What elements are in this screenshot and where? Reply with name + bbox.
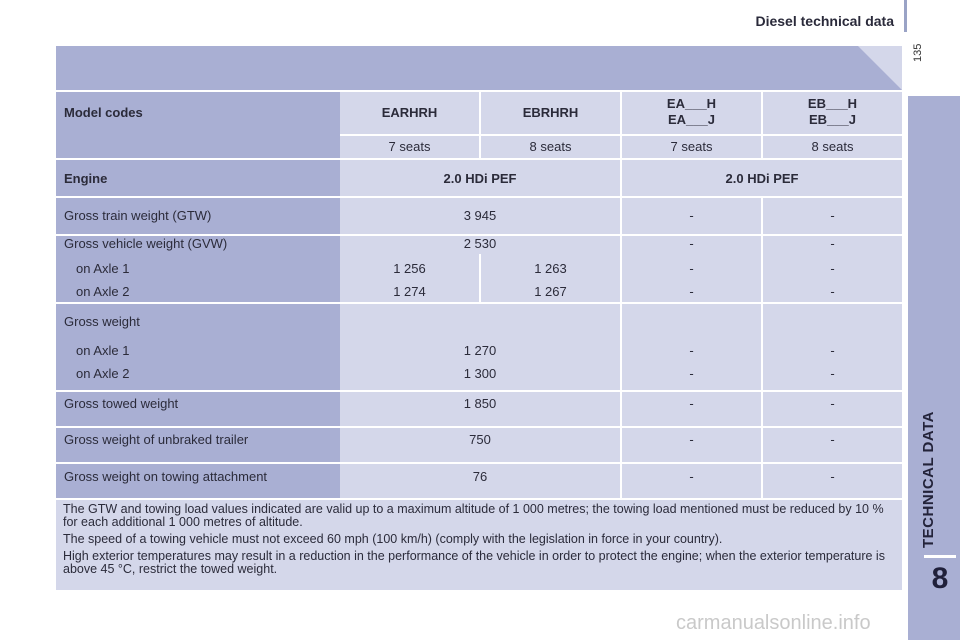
note-paragraph: The speed of a towing vehicle must not exceed 60 mph (100 km/h) (comply with the legislation in force in your country). xyxy=(63,532,723,546)
gtw-label: Gross train weight (GTW) xyxy=(64,208,212,223)
watermark: carmanualsonline.info xyxy=(676,612,871,634)
seats-cell: 7 seats xyxy=(388,139,431,154)
model-code-cell: EA___H EA___J xyxy=(666,96,717,127)
gtw-value: - xyxy=(830,208,835,223)
model-code-cell: EB___H EB___J xyxy=(807,96,858,127)
chapter-number: 8 xyxy=(931,562,949,595)
gw-axle2-value: 1 300 xyxy=(463,366,497,381)
header-rule xyxy=(904,0,907,32)
gvw-axle1-label: on Axle 1 xyxy=(76,261,130,276)
technical-data-table xyxy=(56,46,902,590)
unbraked-trailer-value: 750 xyxy=(469,432,491,447)
gvw-value: - xyxy=(689,236,694,251)
gtw-value: - xyxy=(689,208,694,223)
gvw-value: 2 530 xyxy=(463,236,497,251)
gw-axle1-value: 1 270 xyxy=(463,343,497,358)
gvw-axle2-value: - xyxy=(689,284,694,299)
gross-weight-label: Gross weight xyxy=(64,314,140,329)
towed-weight-value: - xyxy=(830,396,835,411)
gvw-axle1-value: - xyxy=(830,261,835,276)
model-codes-label: Model codes xyxy=(64,105,143,120)
row-divider xyxy=(56,426,902,428)
model-code-cell: EBRHRH xyxy=(522,105,579,120)
engine-cell: 2.0 HDi PEF xyxy=(725,171,799,186)
gvw-label: Gross vehicle weight (GVW) xyxy=(64,236,228,251)
page-number: 135 xyxy=(912,43,924,62)
page-header-title: Diesel technical data xyxy=(755,13,894,29)
row-divider xyxy=(56,158,902,160)
gw-axle2-value: - xyxy=(689,366,694,381)
seats-cell: 7 seats xyxy=(670,139,713,154)
model-code-cell: EARHRH xyxy=(381,105,438,120)
gtw-value: 3 945 xyxy=(463,208,497,223)
towed-weight-value: - xyxy=(689,396,694,411)
gvw-axle2-label: on Axle 2 xyxy=(76,284,130,299)
towed-weight-value: 1 850 xyxy=(463,396,497,411)
towing-attachment-label: Gross weight on towing attachment xyxy=(64,469,268,484)
chapter-tab-rule xyxy=(924,555,956,558)
gvw-axle2-value: - xyxy=(830,284,835,299)
unbraked-trailer-value: - xyxy=(830,432,835,447)
gvw-value: - xyxy=(830,236,835,251)
unbraked-trailer-value: - xyxy=(689,432,694,447)
towed-weight-label: Gross towed weight xyxy=(64,396,179,411)
towing-attachment-value: - xyxy=(830,469,835,484)
unbraked-trailer-label: Gross weight of unbraked trailer xyxy=(64,432,249,447)
row-divider xyxy=(56,302,902,304)
gvw-axle2-value: 1 267 xyxy=(534,284,567,299)
engine-cell: 2.0 HDi PEF xyxy=(443,171,517,186)
row-divider xyxy=(56,390,902,392)
chapter-side-tab[interactable] xyxy=(908,96,960,640)
label-cell-model-codes xyxy=(56,90,340,158)
engine-label: Engine xyxy=(64,171,108,186)
gw-axle1-label: on Axle 1 xyxy=(76,343,130,358)
gvw-axle1-value: 1 256 xyxy=(393,261,426,276)
towing-attachment-value: 76 xyxy=(472,469,488,484)
gw-axle1-value: - xyxy=(830,343,835,358)
seats-cell: 8 seats xyxy=(811,139,854,154)
gw-axle2-label: on Axle 2 xyxy=(76,366,130,381)
table-header-band xyxy=(56,46,902,90)
table-notes xyxy=(63,503,898,580)
gvw-axle2-value: 1 274 xyxy=(393,284,426,299)
gw-axle2-value: - xyxy=(830,366,835,381)
gvw-axle1-value: - xyxy=(689,261,694,276)
chapter-tab-label: TECHNICAL DATA xyxy=(920,411,937,548)
towing-attachment-value: - xyxy=(689,469,694,484)
row-divider xyxy=(56,498,902,500)
row-divider xyxy=(56,462,902,464)
seats-cell: 8 seats xyxy=(529,139,572,154)
note-paragraph: High exterior temperatures may result in a reduction in the performance of the vehicle in order to protect the engine; when the exterior temperature is above 45 °C, restrict the towed weight. xyxy=(63,549,885,576)
row-divider xyxy=(56,196,902,198)
note-paragraph: The GTW and towing load values indicated are valid up to a maximum altitude of 1 000 metres; the towing load mentioned must be reduced by 10 % for each additional 1 000 metres of altitude. xyxy=(63,502,884,529)
gw-axle1-value: - xyxy=(689,343,694,358)
gvw-axle1-value: 1 263 xyxy=(534,261,567,276)
